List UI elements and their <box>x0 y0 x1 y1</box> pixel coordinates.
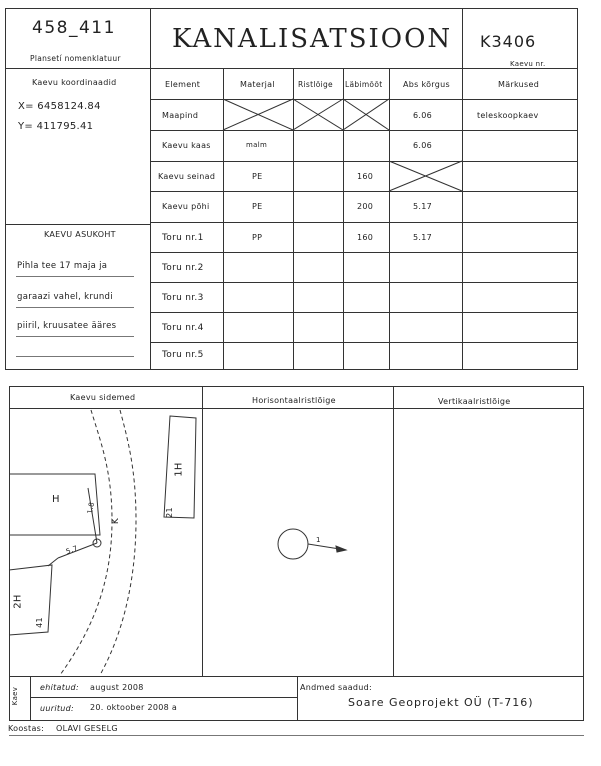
well-number-label: Kaevu nr. <box>510 60 546 68</box>
table-cell-material: PP <box>252 233 263 242</box>
well-number: K3406 <box>480 32 537 51</box>
table-cell-element: Kaevu kaas <box>162 141 211 150</box>
sheet-top-border <box>5 8 578 9</box>
data-from-label: Andmed saadud: <box>300 683 373 692</box>
table-header-notes: Märkused <box>498 80 540 89</box>
table-row-line <box>150 312 578 313</box>
table-cell-material: PE <box>252 202 263 211</box>
distance-label-2: 5.7 <box>64 544 80 556</box>
sheet-right-border <box>577 8 578 370</box>
footer-row-line <box>30 697 297 698</box>
location-rule <box>16 356 134 357</box>
location-line-2: garaazi vahel, krundi <box>17 292 113 302</box>
coordinate-y: Y= 411795.41 <box>18 121 94 132</box>
nomenclature-label: Plansetí nomenklatuur <box>30 54 121 63</box>
lower-right-border <box>583 386 584 720</box>
table-cell-diameter: 160 <box>357 172 374 181</box>
table-cell-element: Kaevu seinad <box>158 172 216 181</box>
table-cell-element: Kaevu põhi <box>162 202 210 211</box>
table-cell-abs-height: 6.06 <box>413 141 433 150</box>
table-cell-element: Toru nr.4 <box>162 323 204 333</box>
table-header-diameter: Läbimõõt <box>345 80 383 89</box>
table-cell-material: PE <box>252 172 263 181</box>
nomenclature-number: 458_411 <box>32 18 116 38</box>
lower-header-border <box>9 408 584 409</box>
header-divider <box>5 68 578 69</box>
table-cell-abs-height: 5.17 <box>413 202 433 211</box>
footer-divider <box>30 676 31 720</box>
pipe-number-label: 1 <box>316 536 321 544</box>
location-divider <box>5 224 151 225</box>
table-cell-notes: teleskoopkaev <box>477 111 539 120</box>
table-row-line <box>150 130 578 131</box>
location-rule <box>16 307 134 308</box>
footer-side-label: Kaev <box>11 686 20 706</box>
table-cell-element: Maapind <box>162 111 199 120</box>
table-row-line <box>150 99 578 100</box>
table-cell-abs-height: 5.17 <box>413 233 433 242</box>
table-col-line <box>343 68 344 370</box>
table-cell-diameter: 160 <box>357 233 374 242</box>
column-divider <box>462 8 463 370</box>
coordinate-x: X= 6458124.84 <box>18 101 101 112</box>
table-cell-abs-height: 6.06 <box>413 111 433 120</box>
column-divider <box>150 8 151 370</box>
table-row-line <box>150 222 578 223</box>
table-cell-material: malm <box>246 141 268 149</box>
table-cell-element: Toru nr.5 <box>162 350 204 360</box>
table-cell-diameter: 200 <box>357 202 374 211</box>
table-row-line <box>150 161 578 162</box>
table-col-line <box>293 68 294 370</box>
lower-divider <box>202 386 203 676</box>
table-col-line <box>389 68 390 370</box>
lower-top-border <box>9 386 584 387</box>
table-header-cross-section: Ristlõige <box>298 80 333 89</box>
lower-left-border <box>9 386 10 720</box>
table-cell-element: Toru nr.1 <box>162 233 204 243</box>
table-row-line <box>150 342 578 343</box>
lower-divider <box>393 386 394 676</box>
author-value: OLAVI GESELG <box>56 724 118 733</box>
building-number-21: 21 <box>164 507 174 518</box>
location-line-3: piiril, kruusatee ääres <box>17 321 117 331</box>
location-line-1: Pihla tee 17 maja ja <box>17 261 108 271</box>
author-underline <box>9 735 584 736</box>
building-label-1h: 1H <box>173 462 185 477</box>
location-rule <box>16 276 134 277</box>
section-vertical-heading: Vertikaalristlõige <box>438 397 511 406</box>
author-label: Koostas: <box>8 724 45 733</box>
table-row-line <box>150 191 578 192</box>
building-label-2h: 2H <box>12 594 24 609</box>
distance-label-1: 1.8 <box>86 501 97 515</box>
building-label-h: H <box>52 494 60 505</box>
footer-bottom-line <box>9 720 584 721</box>
table-col-line <box>223 68 224 370</box>
data-from-value: Soare Geoprojekt OÜ (T-716) <box>348 696 534 709</box>
measured-label: uuritud: <box>40 704 75 713</box>
location-rule <box>16 336 134 337</box>
table-cell-element: Toru nr.2 <box>162 263 204 273</box>
table-row-line <box>150 282 578 283</box>
created-label: ehitatud: <box>40 683 79 692</box>
table-header-element: Element <box>165 80 201 89</box>
table-header-material: Materjal <box>240 80 275 89</box>
measured-value: 20. oktoober 2008 a <box>90 703 178 712</box>
section-ties-heading: Kaevu sidemed <box>70 393 136 402</box>
table-cell-element: Toru nr.3 <box>162 293 204 303</box>
coordinates-heading: Kaevu koordinaadid <box>32 78 117 87</box>
location-heading: KAEVU ASUKOHT <box>44 230 116 239</box>
page-title: KANALISATSIOON <box>172 24 453 54</box>
sheet-left-border <box>5 8 6 370</box>
sheet-bottom-border <box>5 369 578 370</box>
road-label: K <box>111 517 122 525</box>
section-horizontal-heading: Horisontaalristlõige <box>252 396 336 405</box>
created-value: august 2008 <box>90 683 144 692</box>
footer-divider <box>297 676 298 720</box>
building-number-41: 41 <box>34 617 44 628</box>
table-row-line <box>150 252 578 253</box>
table-header-abs-height: Abs kõrgus <box>403 80 450 89</box>
